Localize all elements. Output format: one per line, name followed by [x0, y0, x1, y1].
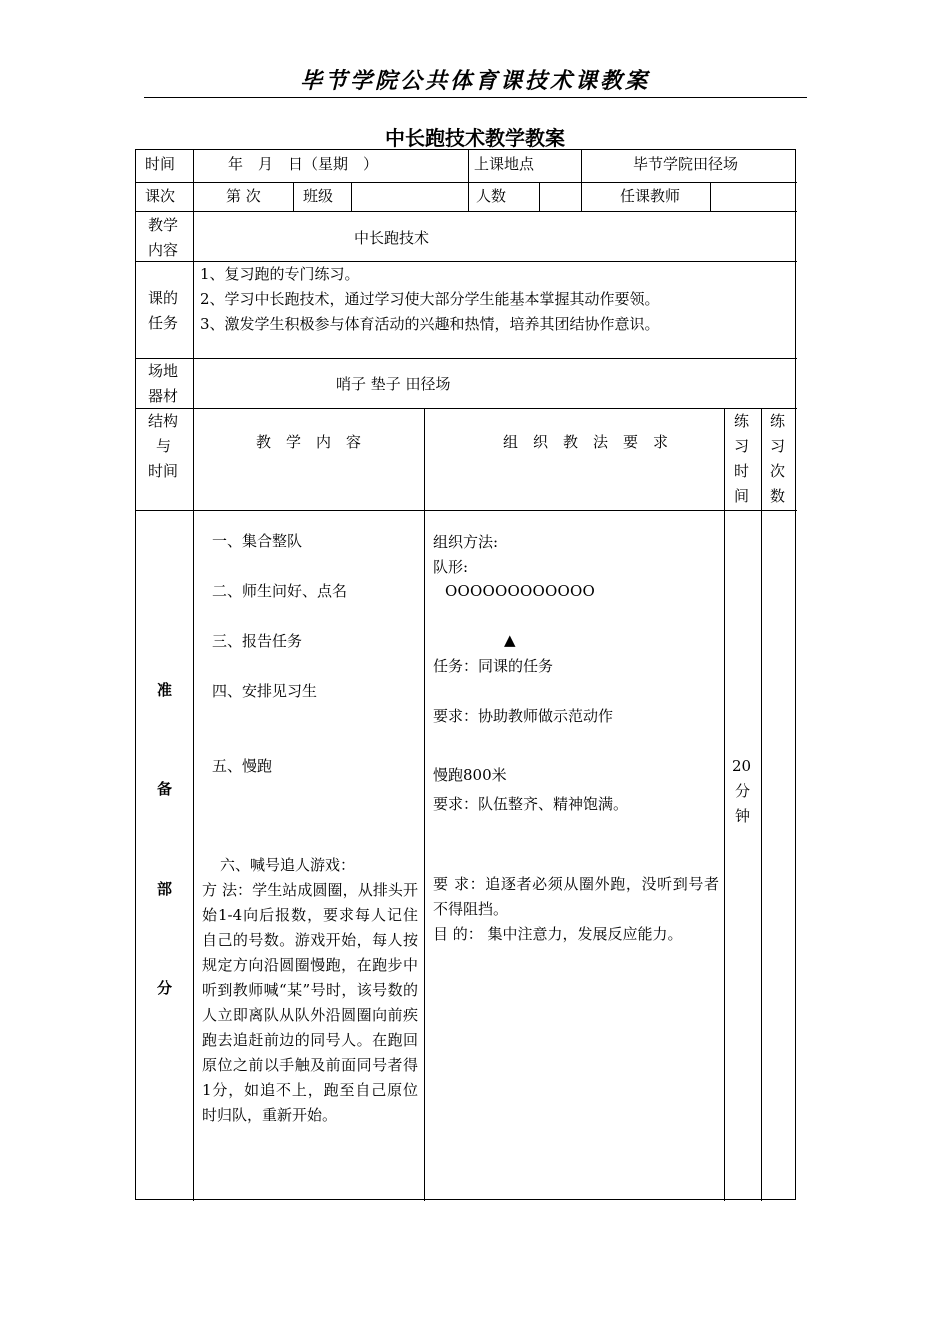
venue-label: 上课地点 — [474, 155, 535, 173]
section-label: 备 — [157, 780, 173, 798]
row-divider — [136, 510, 797, 511]
row-divider — [136, 358, 797, 359]
method-line: 要求：队伍整齐、精神饱满。 — [433, 795, 629, 813]
col-divider — [351, 182, 352, 211]
practice-time-value: 20 — [732, 757, 752, 775]
content-value: 中长跑技术 — [354, 229, 430, 247]
task-item: 1、复习跑的专门练习。 — [200, 265, 360, 283]
count-label: 人数 — [476, 187, 507, 205]
practice-time-header: 间 — [734, 487, 750, 505]
practice-time-header: 习 — [734, 437, 750, 455]
method-line: 要 求：追逐者必须从圈外跑，没听到号者不得阻挡。 — [433, 875, 719, 918]
section-label: 部 — [157, 880, 173, 898]
teaching-content-header: 教 学 内 容 — [256, 433, 362, 451]
content-label: 内容 — [148, 241, 179, 259]
practice-time-header: 时 — [734, 462, 750, 480]
method-line: 组织方法: — [433, 533, 499, 551]
time-label: 时间 — [145, 155, 176, 173]
content-label: 教学 — [148, 216, 179, 234]
method-line: 目 的： 集中注意力，发展反应能力。 — [433, 925, 683, 943]
practice-count-header: 数 — [770, 487, 786, 505]
structure-header: 与 — [156, 437, 172, 455]
content-item: 一、集合整队 — [212, 532, 303, 550]
venue-value: 毕节学院田径场 — [633, 155, 739, 173]
content-item: 三、报告任务 — [212, 632, 303, 650]
equipment-label: 器材 — [148, 387, 179, 405]
col-divider — [539, 182, 540, 211]
practice-count-header: 练 — [770, 412, 786, 430]
section-label: 准 — [157, 681, 173, 699]
lesson-plan-table — [135, 149, 796, 1200]
practice-time-header: 练 — [734, 412, 750, 430]
date-field: 年 月 日（星期 ） — [228, 155, 379, 173]
game-description: 方 法：学生站成圆圈，从排头开始1-4向后报数，要求每人记住自己的号数。游戏开始，每人按规定方向沿圆圈慢跑，在跑步中听到教师喊“某”号时，该号数的人立即离队从队外沿圆圈向前疾跑去追赶前边的同号人。在跑回原位之前以手触及前面同号者得1分，如追不上，跑至自己原位时归队，重新开始。 — [202, 881, 418, 1124]
teacher-label: 任课教师 — [620, 187, 681, 205]
practice-time-value: 钟 — [735, 807, 751, 825]
row-divider — [136, 211, 797, 212]
college-title: 毕节学院公共体育课技术课教案 — [299, 68, 650, 94]
method-line: 队形: — [433, 558, 469, 576]
content-item: 五、慢跑 — [212, 757, 273, 775]
header-rule — [144, 97, 807, 98]
practice-time-value: 分 — [735, 782, 751, 800]
method-header: 组 织 教 法 要 求 — [503, 433, 669, 451]
col-divider — [424, 408, 425, 1201]
row-divider — [136, 182, 797, 183]
method-line: 慢跑800米 — [433, 766, 507, 784]
task-item: 2、学习中长跑技术，通过学习使大部分学生能基本掌握其动作要领。 — [200, 290, 660, 308]
equipment-value: 哨子 垫子 田径场 — [336, 375, 451, 393]
student-formation: OOOOOOOOOOOO — [445, 582, 595, 600]
task-label: 课的 — [148, 289, 179, 307]
practice-count-header: 次 — [770, 462, 786, 480]
col-divider — [193, 150, 194, 1201]
col-divider — [468, 150, 469, 211]
equipment-label: 场地 — [148, 362, 179, 380]
structure-header: 时间 — [148, 462, 179, 480]
method-line: 要求：协助教师做示范动作 — [433, 707, 614, 725]
col-divider — [724, 408, 725, 1201]
task-item: 3、激发学生积极参与体育活动的兴趣和热情，培养其团结协作意识。 — [200, 315, 660, 333]
structure-header: 结构 — [148, 412, 179, 430]
col-divider — [581, 150, 582, 211]
plan-title: 中长跑技术教学教案 — [385, 126, 565, 150]
content-item: 二、师生问好、点名 — [212, 582, 348, 600]
lesson-label: 课次 — [145, 187, 176, 205]
method-line: 任务：同课的任务 — [433, 657, 554, 675]
row-divider — [136, 408, 797, 409]
content-item: 四、安排见习生 — [212, 682, 318, 700]
lesson-value: 第 次 — [226, 187, 261, 205]
class-label: 班级 — [303, 187, 334, 205]
task-label: 任务 — [148, 314, 179, 332]
game-title: 六、喊号追人游戏： — [220, 856, 356, 874]
col-divider — [293, 182, 294, 211]
col-divider — [761, 408, 762, 1201]
section-label: 分 — [157, 979, 173, 997]
col-divider — [710, 182, 711, 211]
teacher-triangle-icon: ▲ — [504, 631, 516, 649]
practice-count-header: 习 — [770, 437, 786, 455]
